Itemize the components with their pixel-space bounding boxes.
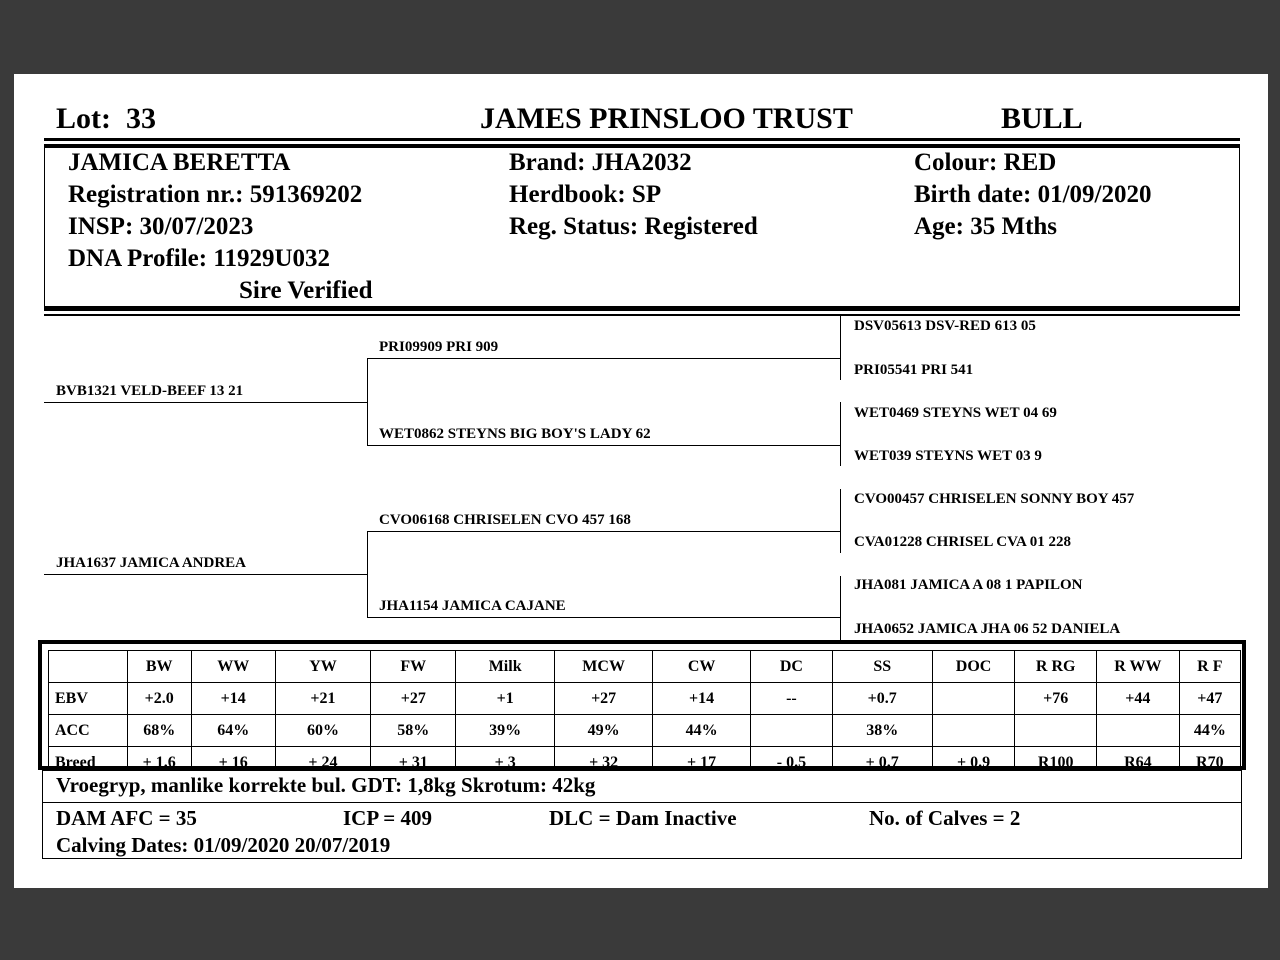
ebv-header-cell: Milk [456,651,555,683]
age: Age: 35 Mths [914,213,1058,240]
dam-info-box [42,802,1242,859]
calving-dates: Calving Dates: 01/09/2020 20/07/2019 [56,833,391,857]
sire-bracket [367,358,368,446]
ebv-cell: + 0.9 [932,747,1015,779]
ebv-cell: 68% [127,715,191,747]
ggp-bracket-3 [840,489,841,553]
ebv-cell: +21 [275,683,371,715]
ebv-cell: +1 [456,683,555,715]
info-right-border [1239,148,1240,308]
ebv-header-cell [49,651,128,683]
ebv-header-cell: R RG [1015,651,1097,683]
animal-name: JAMICA BERETTA [68,149,291,176]
ebv-cell: 38% [832,715,932,747]
lot-value: 33 [126,102,156,135]
ebv-cell [1097,715,1180,747]
pedigree-ggp-4: WET039 STEYNS WET 03 9 [854,448,1042,464]
ebv-cell: 49% [555,715,653,747]
ebv-cell: + 24 [275,747,371,779]
ebv-header-cell: YW [275,651,371,683]
birth-date: Birth date: 01/09/2020 [914,181,1152,208]
lot-label: Lot: [56,102,111,135]
pedigree-ggp-6: CVA01228 CHRISEL CVA 01 228 [854,534,1071,550]
ebv-header-cell: R WW [1097,651,1180,683]
dam-bracket [367,531,368,618]
pedigree-ggp-5: CVO00457 CHRISELEN SONNY BOY 457 [854,491,1135,507]
ebv-cell: +47 [1179,683,1240,715]
dlc: DLC = Dam Inactive [549,806,737,830]
brand: Brand: JHA2032 [509,149,692,176]
pedigree-sire-dam: WET0862 STEYNS BIG BOY'S LADY 62 [379,426,651,442]
ebv-header-cell: R F [1179,651,1240,683]
herdbook: Herdbook: SP [509,181,662,208]
sire-sire-line [367,358,840,359]
ebv-header-row [49,651,1241,683]
ebv-cell: + 0.7 [832,747,932,779]
lot-catalogue-page [14,74,1268,888]
ebv-header-cell: SS [832,651,932,683]
ebv-cell [932,683,1015,715]
ebv-header-cell: BW [127,651,191,683]
ebv-cell: R100 [1015,747,1097,779]
ebv-cell: R64 [1097,747,1180,779]
ebv-cell: 39% [456,715,555,747]
ebv-cell [1015,715,1097,747]
ebv-cell: + 16 [191,747,275,779]
ebv-header-cell: DC [751,651,833,683]
lot-number [56,102,156,136]
ebv-row-acc [49,715,1241,747]
pedigree-sire: BVB1321 VELD-BEEF 13 21 [56,383,244,399]
pedigree-ggp-3: WET0469 STEYNS WET 04 69 [854,405,1057,421]
ebv-cell: +76 [1015,683,1097,715]
pedigree-dam: JHA1637 JAMICA ANDREA [56,555,247,571]
info-rule [44,314,1240,316]
seller-name: JAMES PRINSLOO TRUST [480,102,853,135]
ebv-cell: +0.7 [832,683,932,715]
header-rule [44,138,1240,141]
pedigree-sire-sire: PRI09909 PRI 909 [379,339,499,355]
pedigree-ggp-7: JHA081 JAMICA A 08 1 PAPILON [854,577,1083,593]
ebv-table [48,650,1241,779]
ebv-cell: 64% [191,715,275,747]
ebv-cell: + 17 [653,747,751,779]
ebv-row-label: Breed [49,747,128,779]
ebv-cell: + 32 [555,747,653,779]
dam-afc: DAM AFC = 35 [56,806,197,830]
registration-status: Reg. Status: Registered [509,213,758,240]
ebv-cell: +27 [371,683,456,715]
dam-sire-line [367,531,840,532]
animal-sex: BULL [1001,102,1083,135]
sire-dam-line [367,445,840,446]
ggp-bracket-4 [840,576,841,640]
ebv-header-cell: WW [191,651,275,683]
pedigree-ggp-8: JHA0652 JAMICA JHA 06 52 DANIELA [854,621,1121,637]
pedigree-ggp-2: PRI05541 PRI 541 [854,362,974,378]
ebv-header-cell: FW [371,651,456,683]
pedigree-dam-sire: CVO06168 CHRISELEN CVO 457 168 [379,512,631,528]
ebv-cell: +44 [1097,683,1180,715]
sire-line [44,402,367,403]
ebv-cell: +14 [653,683,751,715]
registration-number: Registration nr.: 591369202 [68,181,363,208]
dam-line [44,574,367,575]
ebv-cell: 44% [653,715,751,747]
ebv-cell: -- [751,683,833,715]
ebv-cell: - 0.5 [751,747,833,779]
sire-verified: Sire Verified [239,277,373,304]
ebv-cell: + 3 [456,747,555,779]
number-of-calves: No. of Calves = 2 [869,806,1021,830]
info-left-border [44,148,45,308]
ebv-cell: +14 [191,683,275,715]
ebv-cell: 60% [275,715,371,747]
pedigree-dam-dam: JHA1154 JAMICA CAJANE [379,598,566,614]
ebv-row-ebv [49,683,1241,715]
info-rule-thick [44,306,1240,311]
ebv-cell: 44% [1179,715,1240,747]
ebv-cell [932,715,1015,747]
comment-box [42,770,1242,804]
ebv-header-cell: MCW [555,651,653,683]
ebv-cell: +27 [555,683,653,715]
dna-profile: DNA Profile: 11929U032 [68,245,331,272]
ebv-header-cell: CW [653,651,751,683]
ebv-row-label: EBV [49,683,128,715]
ebv-cell: R70 [1179,747,1240,779]
ebv-row-label: ACC [49,715,128,747]
pedigree-ggp-1: DSV05613 DSV-RED 613 05 [854,318,1036,334]
ebv-cell: +2.0 [127,683,191,715]
ebv-header-cell: DOC [932,651,1015,683]
ebv-cell: + 31 [371,747,456,779]
ebv-cell [751,715,833,747]
inspection-date: INSP: 30/07/2023 [68,213,254,240]
icp: ICP = 409 [343,806,432,830]
comment-text: Vroegryp, manlike korrekte bul. GDT: 1,8kg Skrotum: 42kg [56,773,596,797]
ggp-bracket-2 [840,402,841,466]
dam-dam-line [367,617,840,618]
header-rule-thick [44,144,1240,148]
ebv-cell: + 1.6 [127,747,191,779]
colour: Colour: RED [914,149,1057,176]
ebv-cell: 58% [371,715,456,747]
ggp-bracket-1 [840,316,841,380]
